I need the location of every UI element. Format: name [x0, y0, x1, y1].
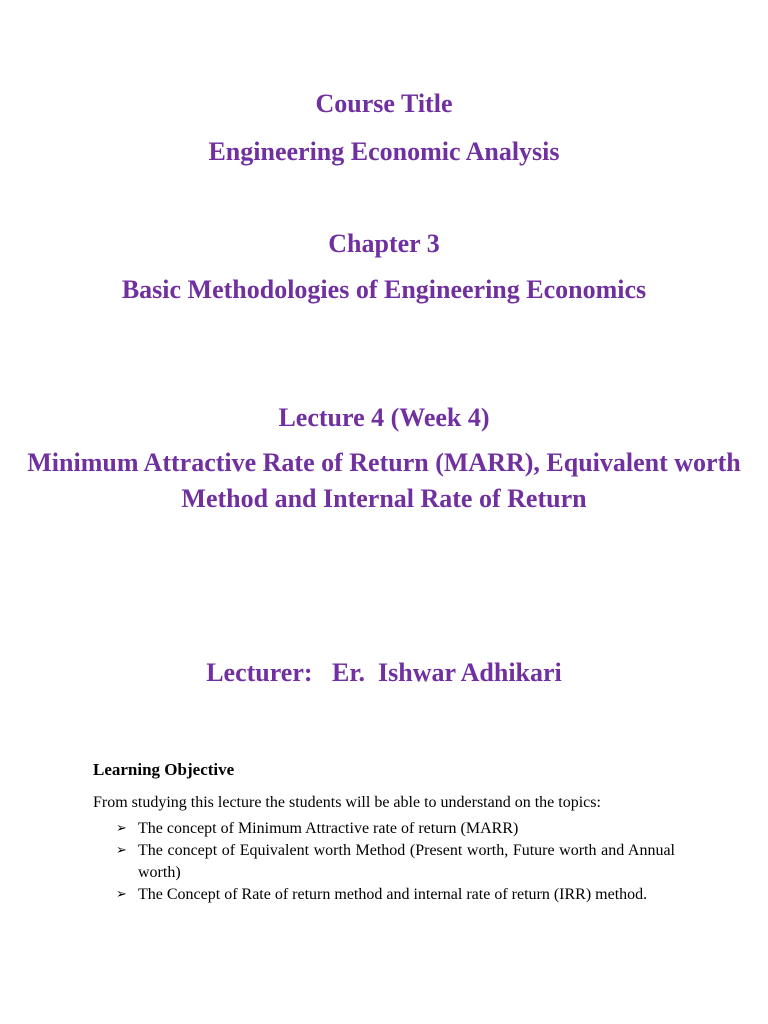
chapter-label: Chapter 3 — [328, 229, 440, 258]
lecture-title: Minimum Attractive Rate of Return (MARR), Equivalent worth Method and Internal Rate of Return — [27, 448, 741, 513]
course-title-label: Course Title — [315, 89, 453, 118]
objective-list — [93, 818, 675, 906]
lecture-label: Lecture 4 (Week 4) — [278, 403, 490, 432]
objective-text: The concept of Minimum Attractive rate of return (MARR) — [138, 820, 519, 837]
course-name: Engineering Economic Analysis — [208, 137, 560, 166]
chapter-title: Basic Methodologies of Engineering Economics — [121, 275, 647, 304]
learning-objective-section — [93, 758, 675, 906]
learning-objective-heading: Learning Objective — [93, 760, 235, 779]
arrowhead-bullet-icon: ➢ — [116, 821, 127, 836]
arrowhead-bullet-icon: ➢ — [116, 843, 127, 858]
arrowhead-bullet-icon: ➢ — [116, 887, 127, 902]
list-item — [116, 840, 675, 884]
objective-text: The Concept of Rate of return method and internal rate of return (IRR) method. — [138, 886, 648, 903]
objective-text: The concept of Equivalent worth Method (Present worth, Future worth and Annual worth) — [138, 842, 675, 881]
list-item — [116, 818, 675, 840]
learning-objective-intro: From studying this lecture the students will be able to understand on the topics: — [93, 794, 601, 811]
lecturer-line: Lecturer: Er. Ishwar Adhikari — [206, 658, 562, 687]
list-item — [116, 884, 675, 906]
